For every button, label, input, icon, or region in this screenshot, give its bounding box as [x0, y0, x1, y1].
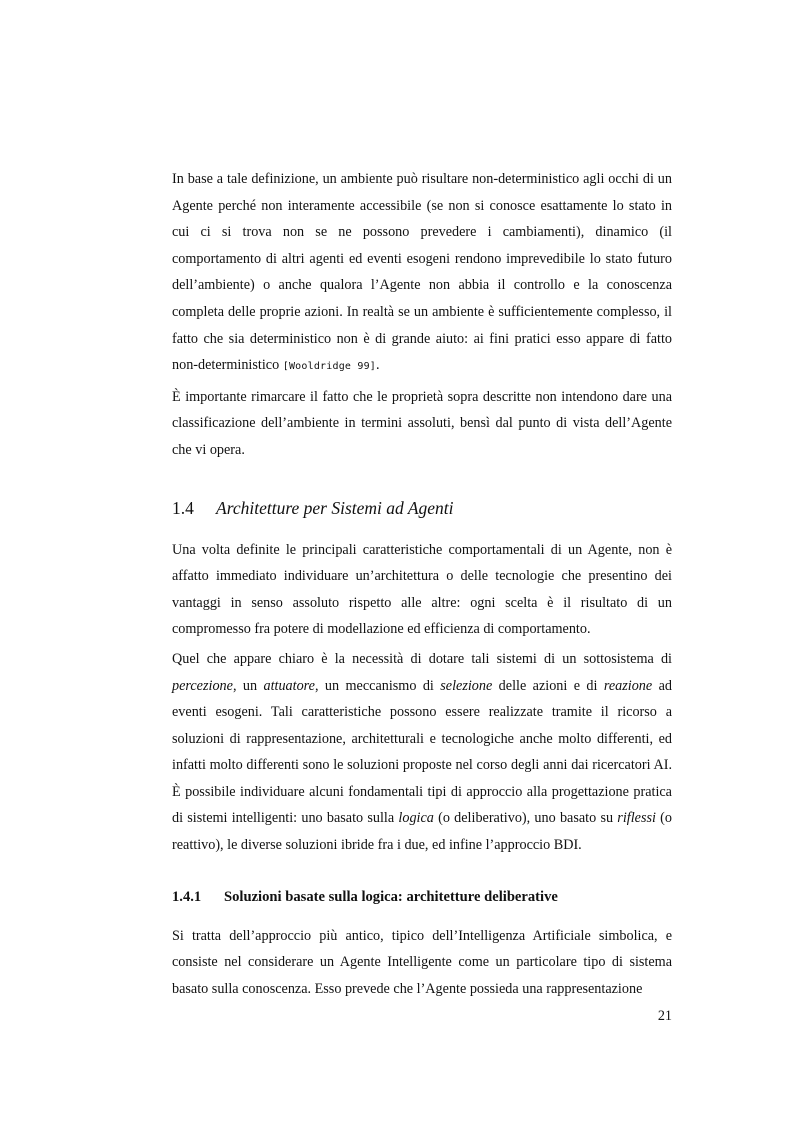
body-paragraph: Una volta definite le principali caratteristiche comportamentali di un Agente, non è affatto immediato individuare un’architettura o delle tecnologie che presentino dei vantaggi in senso assoluto rispetto alle altre: ogni scelta è il risultato di un compromesso fra potere di modellazione ed efficienza di comportamento. — [172, 541, 672, 638]
citation: [Wooldridge 99] — [282, 361, 377, 373]
paragraph-text: In base a tale definizione, un ambiente può risultare non-deterministico agli occhi di un Agente perché non interamente accessibile (se non si conosce esattamente lo stato in cui ci si trova non se ne possono prevedere i cambiamenti), dinamico (il comportamento di altri agenti ed eventi esogeni rendono imprevedibile lo stato futuro dell’ambiente) o anche qualora l’Agente non abbia il controllo e la conoscenza completa delle proprie azioni. In realtà se un ambiente è sufficientemente complesso, il fatto che sia deterministico non è di grande aiuto: ai fini pratici esso appare di fatto non-deterministico — [172, 171, 672, 374]
emphasis: logica — [398, 810, 434, 827]
paragraph-text: delle azioni e di — [492, 677, 604, 694]
paragraph-text: (o reattivo), le diverse soluzioni ibride fra i due, ed infine l’approccio BDI. — [172, 810, 672, 854]
paragraph-text: , un — [232, 677, 264, 694]
page-number: 21 — [657, 1008, 672, 1024]
section-number: 1.4 — [172, 497, 194, 518]
emphasis: selezione — [440, 677, 493, 694]
subsection-heading — [172, 889, 672, 906]
paragraph-text: (o deliberativo), uno basato su — [433, 810, 618, 827]
body-paragraph — [172, 166, 672, 381]
emphasis: reazione — [603, 677, 653, 694]
emphasis: percezione — [172, 677, 233, 694]
page-body — [172, 166, 672, 1002]
body-paragraph: Si tratta dell’approccio più antico, tipico dell’Intelligenza Artificiale simbolica, e consiste nel considerare un Agente Intelligente come un particolare tipo di sistema basato sulla conoscenza. Esso prevede che l’Agente possieda una rappresentazione — [172, 927, 672, 997]
paragraph-text: , un meccanismo di — [314, 677, 441, 694]
section-heading — [172, 498, 672, 519]
paragraph-text: . — [376, 357, 380, 374]
body-paragraph: È importante rimarcare il fatto che le proprietà sopra descritte non intendono dare una classificazione dell’ambiente in termini assoluti, bensì dal punto di vista dell’Agente che vi opera. — [172, 388, 672, 458]
emphasis: attuatore — [263, 677, 315, 694]
emphasis: riflessi — [617, 810, 656, 827]
paragraph-text: Quel che appare chiaro è la necessità di dotare tali sistemi di un sottosistema di — [172, 650, 672, 667]
section-title: Architetture per Sistemi ad Agenti — [216, 497, 454, 518]
body-paragraph — [172, 646, 672, 859]
subsection-number: 1.4.1 — [172, 888, 202, 905]
subsection-title: Soluzioni basate sulla logica: architetture deliberative — [224, 888, 558, 905]
paragraph-text: ad eventi esogeni. Tali caratteristiche possono essere realizzate tramite il ricorso a soluzioni di rappresentazione, architetturali e tecnologiche anche molto differenti, ed infatti molto differenti sono le soluzioni proposte nel corso degli anni dai ricercatori AI. È possibile individuare alcuni fondamentali tipi di approccio alla progettazione pratica di sistemi intelligenti: uno basato sulla — [172, 677, 672, 827]
